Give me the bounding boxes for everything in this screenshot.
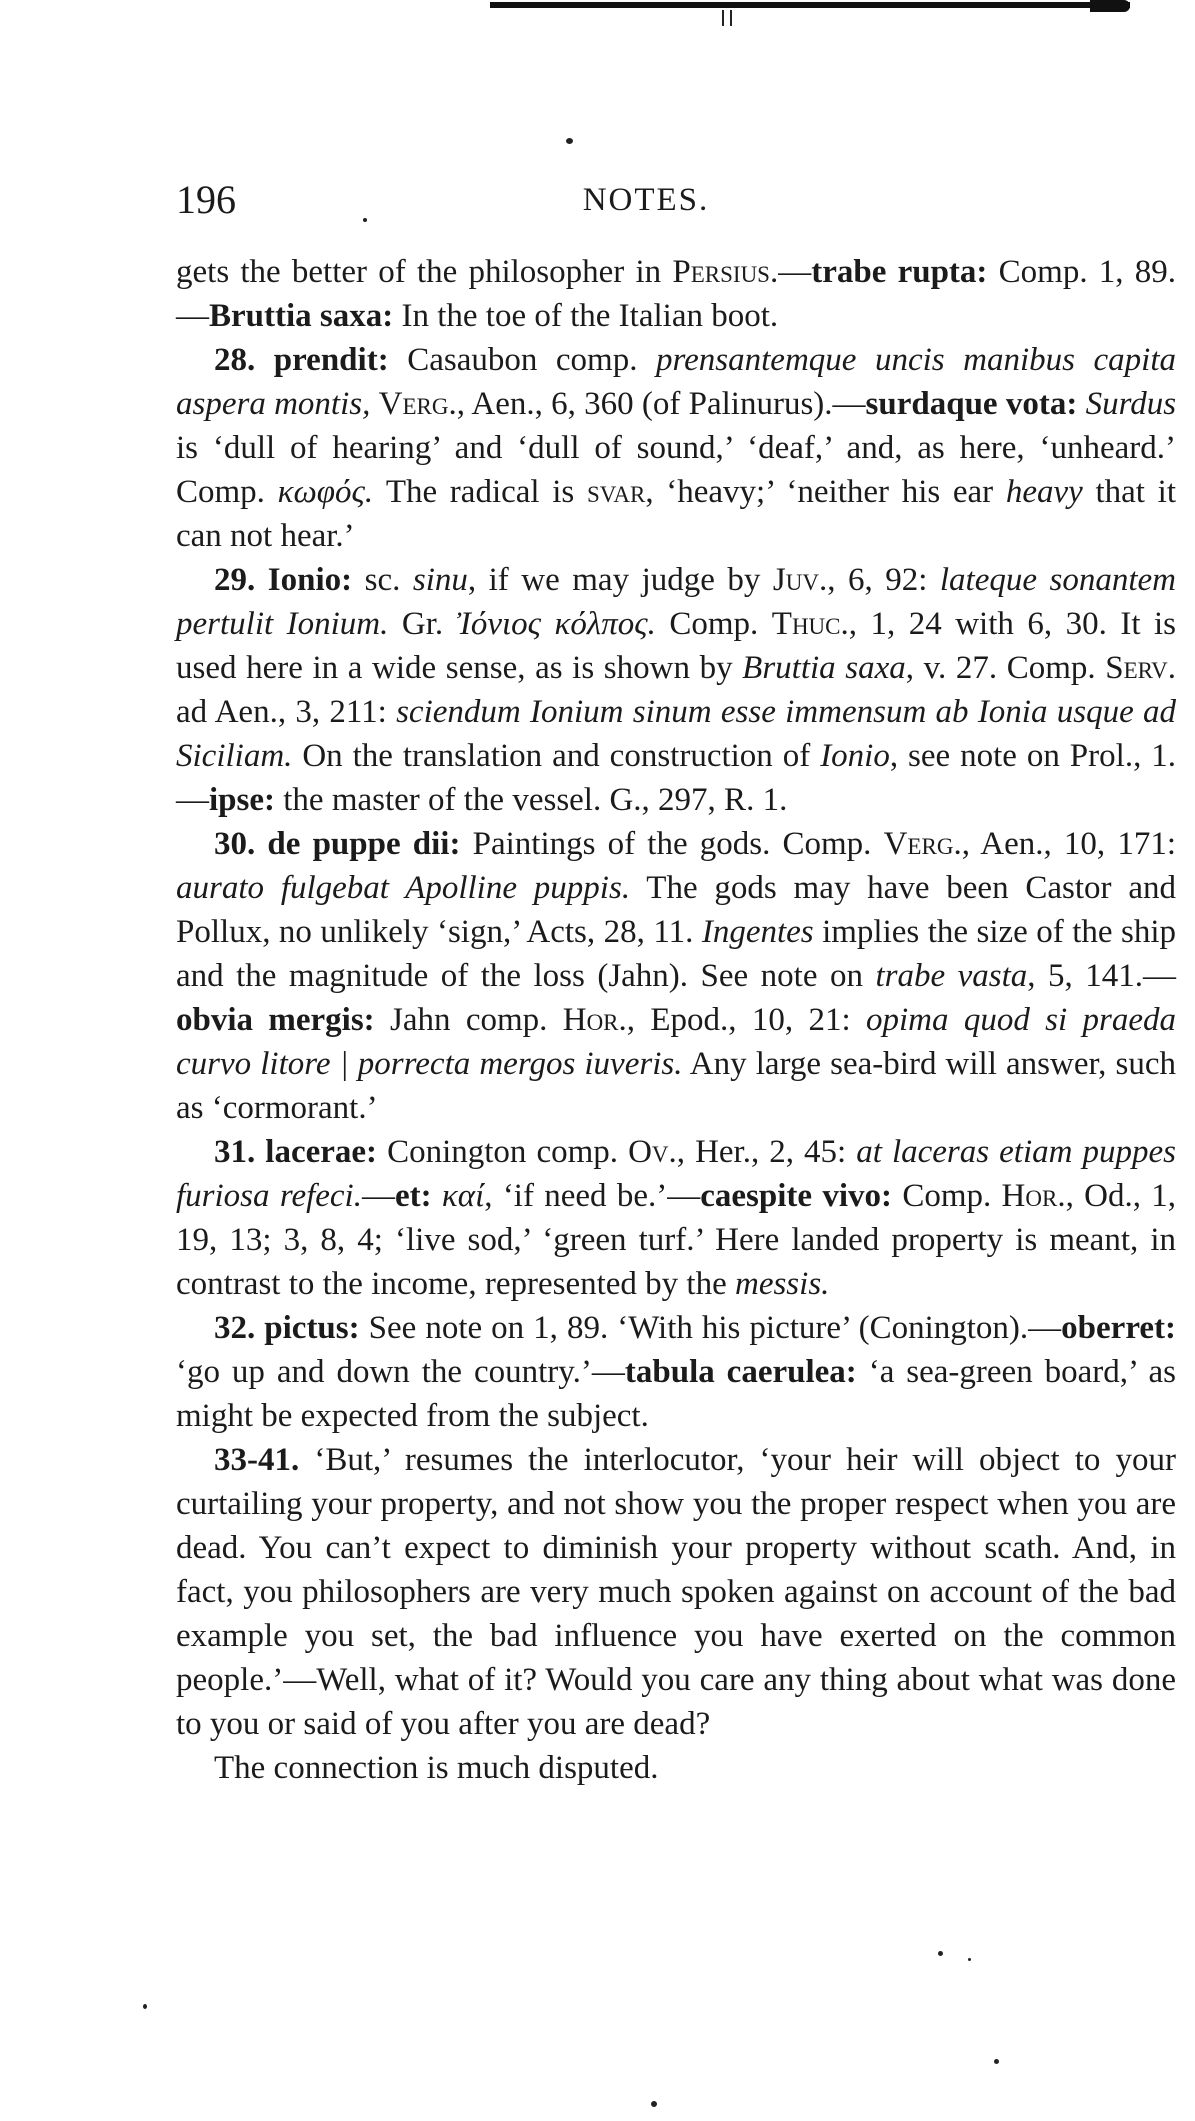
text-run: sc.	[352, 562, 413, 598]
lemma-term: ipse:	[209, 782, 275, 818]
page-number: 196	[176, 177, 236, 222]
italic-quote: opima quod si praeda curvo litore | porrecta mergos iuveris.	[176, 1002, 1177, 1082]
italic-quote: Ingentes	[701, 914, 814, 950]
italic-quote: Surdus	[1085, 386, 1177, 422]
lemma-term: tabula caerulea:	[624, 1354, 857, 1390]
author-abbrev: Verg	[378, 386, 449, 422]
text-run: Comp.	[892, 1178, 1002, 1214]
lemma-term: Bruttia saxa:	[209, 298, 394, 334]
page-header	[176, 176, 1116, 226]
text-run: ‘a sea-green board,’ as might be expected from the subject.	[176, 1354, 1176, 1434]
ink-speck	[994, 2059, 999, 2064]
text-run	[1077, 386, 1085, 422]
author-abbrev: Serv	[1105, 650, 1168, 686]
top-tick-mark	[722, 10, 724, 26]
text-run: The connection is much disputed.	[214, 1750, 659, 1786]
italic-quote: sciendum Ionium sinum esse immensum ab Ionia usque ad Siciliam.	[176, 694, 1177, 774]
top-tick-mark	[730, 10, 732, 26]
note-paragraph	[176, 1746, 1176, 1790]
text-run: ., Aen., 10, 171:	[953, 826, 1176, 862]
text-run: ., 6, 92:	[818, 562, 940, 598]
author-abbrev: Juv	[772, 562, 819, 598]
ink-speck	[651, 2101, 657, 2107]
italic-quote: καί	[441, 1178, 485, 1214]
author-abbrev: Verg	[883, 826, 954, 862]
lemma-term: 29. Ionio:	[214, 562, 353, 598]
text-run: , 5, 141.—	[1027, 958, 1177, 994]
text-run	[370, 386, 378, 422]
note-paragraph	[176, 558, 1176, 822]
text-run: Paintings of the gods. Comp.	[460, 826, 884, 862]
text-run: Gr.	[388, 606, 457, 642]
text-run: ., 1, 24 with 6, 30. It is used here in a wide sense, as is shown by	[176, 606, 1177, 686]
lemma-term: 31. lacerae:	[214, 1134, 378, 1170]
lemma-term: 32. pictus:	[214, 1310, 360, 1346]
italic-quote: lateque sonantem pertulit Ionium.	[176, 562, 1176, 642]
text-run: The gods may have been Castor and Pollux, no unlikely ‘sign,’ Acts, 28, 11.	[176, 870, 1177, 950]
text-run: Comp. 1, 89.—	[176, 254, 1176, 334]
text-run: See note on 1, 89. ‘With his picture’ (Conington).—	[359, 1310, 1062, 1346]
author-abbrev: Hor	[562, 1002, 619, 1038]
text-run: , v. 27. Comp.	[905, 650, 1106, 686]
italic-quote: heavy	[1005, 474, 1083, 510]
note-paragraph	[176, 822, 1176, 1130]
notes-body	[176, 250, 1176, 1790]
lemma-term: 28. prendit:	[214, 342, 389, 378]
text-run: . ad Aen., 3, 211:	[176, 650, 1176, 730]
lemma-term: 33-41.	[214, 1442, 300, 1478]
running-head: NOTES.	[582, 182, 710, 218]
text-run: , if we may judge by	[467, 562, 773, 598]
text-run: , ‘heavy;’ ‘neither his ear	[645, 474, 1006, 510]
italic-quote: messis.	[734, 1266, 830, 1302]
text-run: .—	[769, 254, 812, 290]
text-run: ., Aen., 6, 360 (of Palinurus).—	[448, 386, 866, 422]
author-abbrev: svar	[586, 474, 646, 510]
text-run: On the translation and construction of	[292, 738, 821, 774]
author-abbrev: Persius	[672, 254, 770, 290]
text-run: In the toe of the Italian boot.	[393, 298, 779, 334]
italic-quote: Ἰόνιος κόλπος.	[456, 606, 656, 642]
italic-quote: at laceras etiam puppes furiosa refeci.	[176, 1134, 1177, 1214]
text-run: , see note on Prol., 1.—	[176, 738, 1177, 818]
lemma-term: surdaque vota:	[865, 386, 1078, 422]
ink-speck	[968, 1958, 971, 1961]
text-run: , ‘if need be.’—	[484, 1178, 701, 1214]
lemma-term: oberret:	[1061, 1310, 1176, 1346]
text-run: implies the size of the ship and the magnitude of the loss (Jahn). See note on	[176, 914, 1177, 994]
ink-speck	[143, 2004, 147, 2009]
note-paragraph	[176, 250, 1176, 338]
text-run: ‘go up and down the country.’—	[176, 1354, 625, 1390]
text-run: Any large sea-bird will answer, such as ‘cormorant.’	[176, 1046, 1176, 1126]
ink-speck	[938, 1951, 943, 1956]
note-paragraph	[176, 1438, 1176, 1746]
lemma-term: trabe rupta:	[811, 254, 988, 290]
author-abbrev: Hor	[1001, 1178, 1058, 1214]
text-run: Conington comp.	[377, 1134, 629, 1170]
text-run: ., Epod., 10, 21:	[618, 1002, 866, 1038]
note-paragraph	[176, 338, 1176, 558]
top-rule-end	[1090, 0, 1130, 12]
text-run: —	[361, 1178, 395, 1214]
italic-quote: aurato fulgebat Apolline puppis.	[176, 870, 631, 906]
lemma-term: obvia mergis:	[176, 1002, 375, 1038]
author-abbrev: Thuc	[771, 606, 841, 642]
italic-quote: trabe vasta	[875, 958, 1028, 994]
lemma-term: caespite vivo:	[700, 1178, 893, 1214]
italic-quote: sinu	[412, 562, 468, 598]
italic-quote: prensantemque uncis manibus capita aspera montis,	[176, 342, 1177, 422]
top-rule	[490, 2, 1130, 8]
lemma-term: et:	[394, 1178, 432, 1214]
text-run: the master of the vessel. G., 297, R. 1.	[275, 782, 788, 818]
text-run: that it can not hear.’	[176, 474, 1176, 554]
lemma-term: 30. de puppe dii:	[214, 826, 461, 862]
text-run	[432, 1178, 442, 1214]
text-run: gets the better of the philosopher in	[176, 254, 673, 290]
text-run: Casaubon comp.	[388, 342, 657, 378]
text-run: ., Her., 2, 45:	[668, 1134, 857, 1170]
ink-speck	[566, 138, 573, 144]
text-run: The radical is	[373, 474, 587, 510]
note-paragraph	[176, 1130, 1176, 1306]
text-run: is ‘dull of hearing’ and ‘dull of sound,’ ‘deaf,’ and, as here, ‘unheard.’ Comp.	[176, 430, 1176, 510]
italic-quote: Ionio	[820, 738, 890, 774]
italic-quote: Bruttia saxa	[742, 650, 906, 686]
author-abbrev: Ov	[628, 1134, 669, 1170]
text-run: Comp.	[655, 606, 772, 642]
text-run: Jahn comp.	[374, 1002, 563, 1038]
italic-quote: κωφός.	[277, 474, 374, 510]
note-paragraph	[176, 1306, 1176, 1438]
text-run: ‘But,’ resumes the interlocutor, ‘your heir will object to your curtailing your property, and not show you the proper respect when you are dead. You can’t expect to diminish your property without scath. And, in fact, you philosophers are very much spoken against on account of the bad example you set, the bad influence you have exerted on the common people.’—Well, what of it? Would you care any thing about what was done to you or said of you after you are dead?	[176, 1442, 1176, 1742]
text-run: ., Od., 1, 19, 13; 3, 8, 4; ‘live sod,’ ‘green turf.’ Here landed property is meant, in contrast to the income, represented by the	[176, 1178, 1177, 1302]
